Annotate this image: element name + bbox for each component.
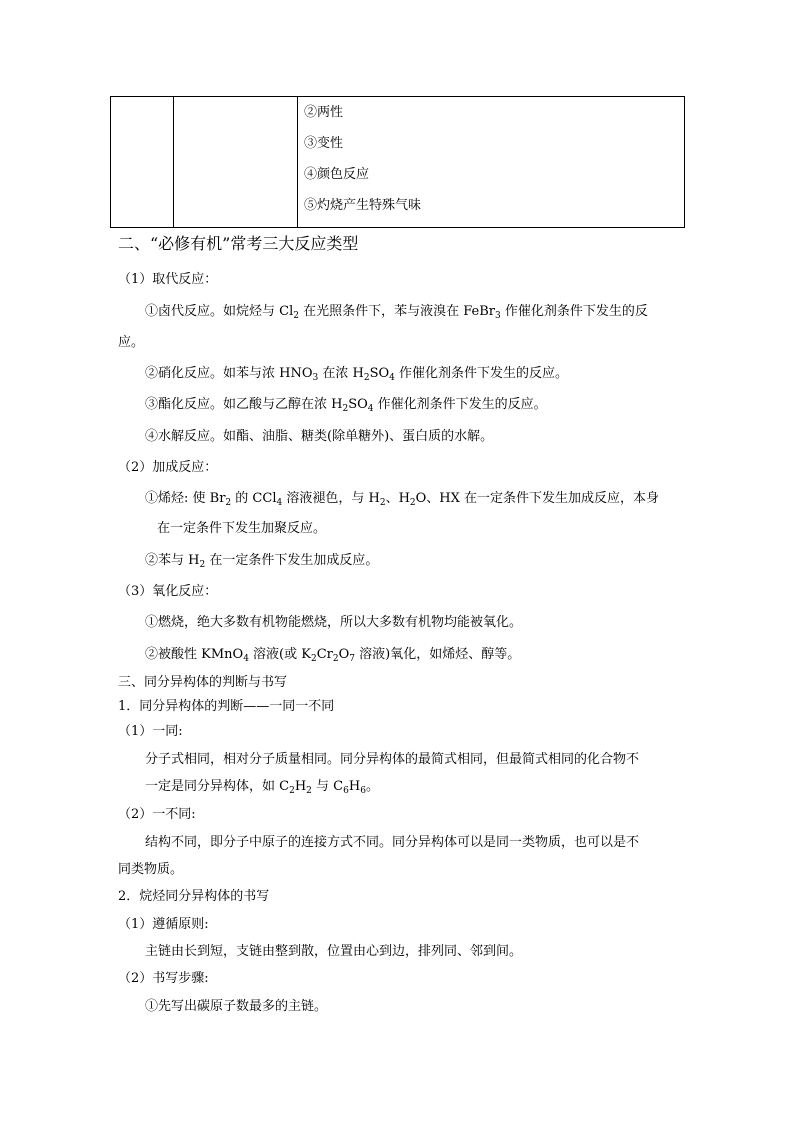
paragraph-alkene: ①烯烃: 使 $Br_2$ 的 CCl$_4$ 溶液褪色，与 $H_2$、$H_2O$、HX 在一定条件下发生加成反应，本身 (145, 491, 660, 508)
paragraph-combustion: ①燃烧，绝大多数有机物能燃烧，所以大多数有机物均能被氧化。 (145, 615, 523, 630)
table-item: ②两性 (304, 105, 344, 120)
subheading-addition: （2）加成反应： (118, 460, 218, 475)
paragraph-step-1: ①先写出碳原子数最多的主链。 (145, 999, 328, 1014)
table-item: ④颜色反应 (304, 167, 370, 182)
table-item: ⑤灼烧产生特殊气味 (304, 198, 422, 213)
table-cell-2 (174, 97, 298, 228)
heading-alkane-isomers: 2．烷烃同分异构体的书写 (118, 889, 270, 904)
section-heading-2: 二、“必修有机”常考三大反应类型 (118, 234, 359, 253)
paragraph-halogenation-cont: 应。 (118, 335, 145, 350)
subheading-different: （2）一不同: (118, 807, 196, 822)
table-item: ③变性 (304, 136, 344, 151)
subheading-same: （1）一同: (118, 724, 183, 739)
paragraph-same: 分子式相同，相对分子质量相同。同分异构体的最简式相同，但最简式相同的化合物不 (145, 752, 640, 767)
paragraph-different: 结构不同，即分子中原子的连接方式不同。同分异构体可以是同一类物质，也可以是不 (145, 835, 640, 850)
paragraph-kmno4: ②被酸性 KMnO$_4$ 溶液(或 $K_2Cr_2O_7$ 溶液)氧化，如烯烃、醇等。 (145, 647, 521, 664)
paragraph-benzene-addition: ②苯与 $H_2$ 在一定条件下发生加成反应。 (145, 553, 379, 570)
paragraph-hydrolysis: ④水解反应。如酯、油脂、糖类(除单糖外)、蛋白质的水解。 (145, 429, 494, 444)
paragraph-esterification: ③酯化反应。如乙酸与乙醇在浓 $H_2SO_4$ 作催化剂条件下发生的反应。 (145, 397, 547, 414)
table-cell-3 (298, 97, 685, 228)
paragraph-principles: 主链由长到短，支链由整到散，位置由心到边，排列同、邻到间。 (145, 944, 523, 959)
properties-table (110, 96, 685, 228)
paragraph-different-cont: 同类物质。 (118, 862, 184, 877)
section-heading-3: 三、同分异构体的判断与书写 (118, 675, 288, 690)
paragraph-nitration: ②硝化反应。如苯与浓 $HNO_3$ 在浓 $H_2SO_4$ 作催化剂条件下发生的反应。 (145, 366, 569, 383)
paragraph-alkene-cont: 在一定条件下发生加聚反应。 (157, 521, 327, 536)
paragraph-halogenation: ①卤代反应。如烷烃与 $Cl_2$ 在光照条件下，苯与液溴在 FeBr$_3$ 作催化剂条件下发生的反 (145, 304, 648, 321)
table-cell-1 (111, 97, 174, 228)
heading-isomer-judgment: 1．同分异构体的判断——一同一不同 (118, 699, 335, 714)
subheading-oxidation: （3）氧化反应： (118, 584, 218, 599)
subheading-steps: （2）书写步骤: (118, 971, 209, 986)
subheading-principles: （1）遵循原则: (118, 917, 209, 932)
paragraph-same-cont: 一定是同分异构体，如 $C_2H_2$ 与 $C_6H_6$。 (145, 779, 379, 796)
subheading-substitution: （1）取代反应： (118, 272, 218, 287)
